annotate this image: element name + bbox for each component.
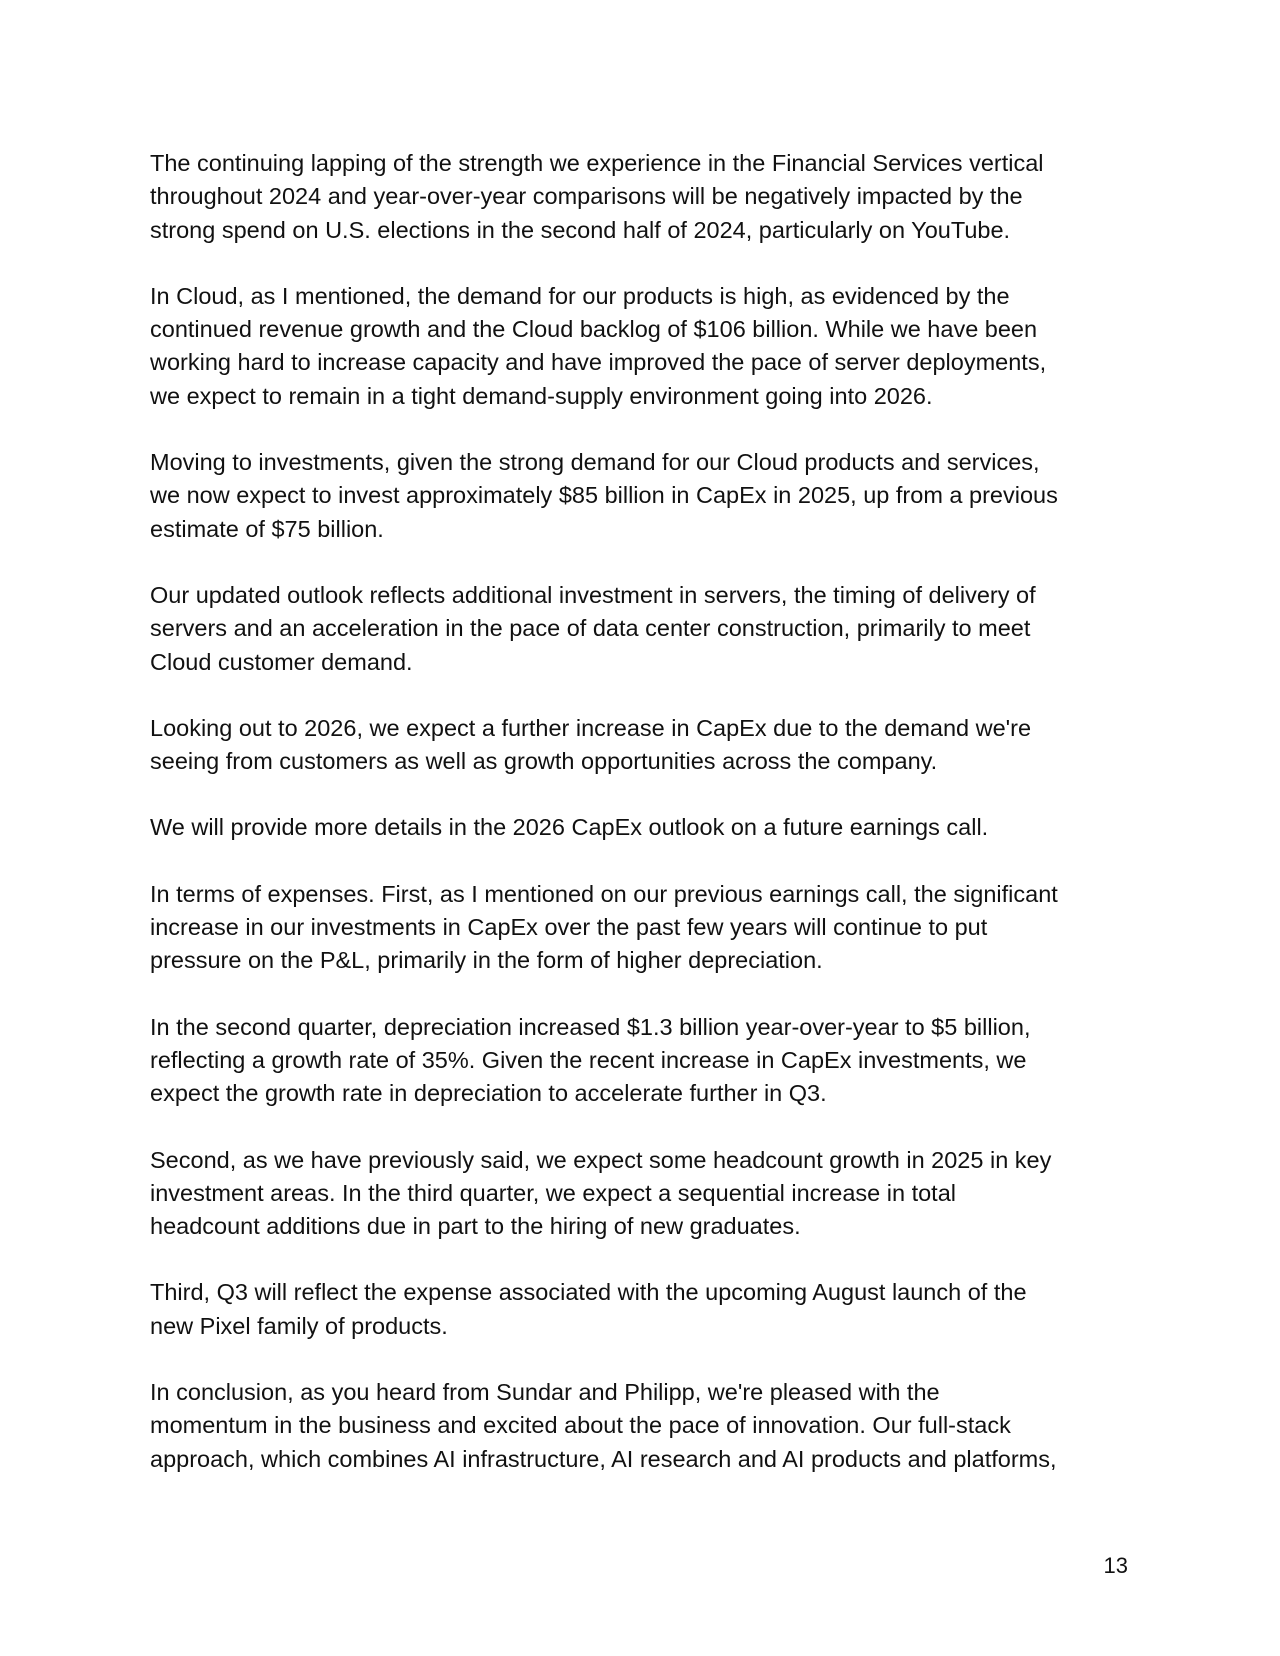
text-line: headcount additions due in part to the hiring of new graduates.: [150, 1213, 801, 1240]
text-line: In the second quarter, depreciation increased $1.3 billion year-over-year to $5 billion,: [150, 1013, 1031, 1040]
text-line: In Cloud, as I mentioned, the demand for our products is high, as evidenced by the: [150, 282, 1010, 309]
paragraph-cloud-demand: [150, 280, 1140, 413]
text-line: we now expect to invest approximately $85 billion in CapEx in 2025, up from a previous: [150, 482, 1058, 509]
text-line: throughout 2024 and year-over-year comparisons will be negatively impacted by the: [150, 183, 1023, 210]
text-line: Third, Q3 will reflect the expense associated with the upcoming August launch of the: [150, 1279, 1027, 1306]
text-line: momentum in the business and excited about the pace of innovation. Our full-stack: [150, 1412, 1011, 1439]
paragraph-retail-ads: [150, 147, 1140, 247]
paragraph-2026-capex: [150, 712, 1140, 779]
text-line: Second, as we have previously said, we expect some headcount growth in 2025 in key: [150, 1146, 1052, 1173]
text-line: estimate of $75 billion.: [150, 515, 384, 542]
text-line: working hard to increase capacity and have improved the pace of server deployments,: [150, 349, 1047, 376]
text-line: Cloud customer demand.: [150, 648, 413, 675]
text-line: investment areas. In the third quarter, we expect a sequential increase in total: [150, 1179, 956, 1206]
text-line: pressure on the P&L, primarily in the form of higher depreciation.: [150, 947, 823, 974]
paragraph-pixel-launch: [150, 1276, 1140, 1343]
text-line: continued revenue growth and the Cloud backlog of $106 billion. While we have been: [150, 316, 1038, 343]
text-line: we expect to remain in a tight demand-supply environment going into 2026.: [150, 382, 933, 409]
page-number: 13: [1103, 1553, 1128, 1578]
paragraph-investments: [150, 446, 1140, 546]
text-line: approach, which combines AI infrastructure, AI research and AI products and platforms,: [150, 1445, 1057, 1472]
text-line: In terms of expenses. First, as I mentioned on our previous earnings call, the significant: [150, 880, 1058, 907]
text-line: Looking out to 2026, we expect a further increase in CapEx due to the demand we're: [150, 714, 1032, 741]
paragraph-depreciation: [150, 1011, 1140, 1111]
text-line: servers and an acceleration in the pace of data center construction, primarily to meet: [150, 615, 1031, 642]
paragraph-conclusion: [150, 1376, 1140, 1476]
paragraph-expenses: [150, 878, 1140, 978]
text-line: expect the growth rate in depreciation to accelerate further in Q3.: [150, 1080, 827, 1107]
text-line: increase in our investments in CapEx over the past few years will continue to put: [150, 914, 988, 941]
text-line: Moving to investments, given the strong demand for our Cloud products and services,: [150, 449, 1040, 476]
text-line: In conclusion, as you heard from Sundar and Philipp, we're pleased with the: [150, 1379, 940, 1406]
document-body: [150, 147, 1140, 1509]
text-line: reflecting a growth rate of 35%. Given the recent increase in CapEx investments, we: [150, 1046, 1027, 1073]
text-line: seeing from customers as well as growth opportunities across the company.: [150, 748, 938, 775]
text-line: The continuing lapping of the strength we experience in the Financial Services vertical: [150, 150, 1044, 176]
paragraph-more-details: [150, 811, 1140, 844]
text-line: strong spend on U.S. elections in the second half of 2024, particularly on YouTube.: [150, 216, 1011, 243]
text-line: Our updated outlook reflects additional investment in servers, the timing of delivery of: [150, 581, 1036, 608]
paragraph-headcount: [150, 1144, 1140, 1244]
text-line: We will provide more details in the 2026 CapEx outlook on a future earnings call.: [150, 814, 989, 841]
paragraph-updated-outlook: [150, 579, 1140, 679]
text-line: new Pixel family of products.: [150, 1312, 448, 1339]
